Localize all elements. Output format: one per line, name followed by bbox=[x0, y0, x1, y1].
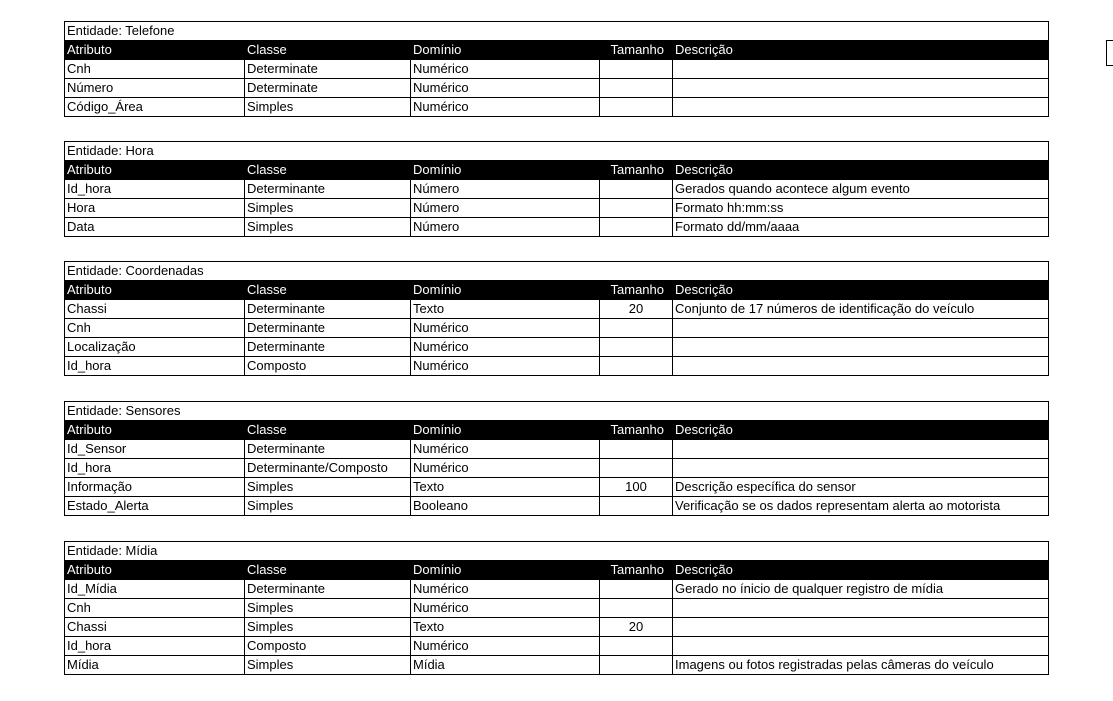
header-classe[interactable]: Classe bbox=[245, 421, 411, 440]
header-descricao[interactable]: Descrição bbox=[673, 41, 1049, 60]
cell-size[interactable] bbox=[600, 637, 673, 656]
cell-attr[interactable]: Hora bbox=[65, 199, 245, 218]
cell-size[interactable] bbox=[600, 580, 673, 599]
cell-domain[interactable]: Número bbox=[411, 199, 600, 218]
table-row bbox=[65, 98, 1049, 117]
cell-attr[interactable]: Localização bbox=[65, 338, 245, 357]
header-tamanho[interactable]: Tamanho bbox=[600, 161, 673, 180]
entity-title[interactable]: Entidade: Mídia bbox=[65, 542, 1049, 561]
entity-table-coordenadas bbox=[64, 261, 1049, 376]
cell-domain[interactable]: Número bbox=[411, 218, 600, 237]
header-classe[interactable]: Classe bbox=[245, 561, 411, 580]
cell-attr[interactable]: Número bbox=[65, 79, 245, 98]
cell-domain[interactable]: Mídia bbox=[411, 656, 600, 675]
cell-attr[interactable]: Estado_Alerta bbox=[65, 497, 245, 516]
cell-desc[interactable]: Verificação se os dados representam alerta ao motorista bbox=[673, 497, 1049, 516]
cell-size[interactable] bbox=[600, 218, 673, 237]
header-dominio[interactable]: Domínio bbox=[411, 161, 600, 180]
header-dominio[interactable]: Domínio bbox=[411, 281, 600, 300]
cell-domain[interactable]: Numérico bbox=[411, 357, 600, 376]
header-dominio[interactable]: Domínio bbox=[411, 41, 600, 60]
cell-size[interactable] bbox=[600, 440, 673, 459]
header-tamanho[interactable]: Tamanho bbox=[600, 41, 673, 60]
header-descricao[interactable]: Descrição bbox=[673, 561, 1049, 580]
cell-domain[interactable]: Numérico bbox=[411, 98, 600, 117]
table-row bbox=[65, 440, 1049, 459]
entity-title[interactable]: Entidade: Hora bbox=[65, 142, 1049, 161]
entity-table-hora bbox=[64, 141, 1049, 237]
cell-attr[interactable]: Id_Mídia bbox=[65, 580, 245, 599]
cell-class[interactable]: Composto bbox=[245, 357, 411, 376]
table-row bbox=[65, 199, 1049, 218]
cell-attr[interactable]: Código_Área bbox=[65, 98, 245, 117]
table-row bbox=[65, 180, 1049, 199]
entity-table-sensores bbox=[64, 401, 1049, 516]
header-classe[interactable]: Classe bbox=[245, 41, 411, 60]
header-atributo[interactable]: Atributo bbox=[65, 421, 245, 440]
cell-class[interactable]: Determinate bbox=[245, 79, 411, 98]
cell-class[interactable]: Composto bbox=[245, 637, 411, 656]
cell-size[interactable] bbox=[600, 199, 673, 218]
cell-desc[interactable] bbox=[673, 618, 1049, 637]
cell-domain[interactable]: Numérico bbox=[411, 79, 600, 98]
cell-desc[interactable] bbox=[673, 319, 1049, 338]
cell-size[interactable] bbox=[600, 656, 673, 675]
table-row bbox=[65, 599, 1049, 618]
cell-class[interactable]: Simples bbox=[245, 218, 411, 237]
cell-desc[interactable]: Conjunto de 17 números de identificação do veículo bbox=[673, 300, 1049, 319]
table-row bbox=[65, 618, 1049, 637]
table-row bbox=[65, 300, 1049, 319]
table-row bbox=[65, 459, 1049, 478]
cell-attr[interactable]: Informação bbox=[65, 478, 245, 497]
cell-domain[interactable]: Numérico bbox=[411, 440, 600, 459]
cell-attr[interactable]: Chassi bbox=[65, 300, 245, 319]
table-row bbox=[65, 319, 1049, 338]
cell-attr[interactable]: Mídia bbox=[65, 656, 245, 675]
cell-class[interactable]: Determinante bbox=[245, 180, 411, 199]
cell-attr[interactable]: Id_hora bbox=[65, 459, 245, 478]
cell-size[interactable] bbox=[600, 60, 673, 79]
cell-class[interactable]: Simples bbox=[245, 599, 411, 618]
cell-desc[interactable]: Gerado no ínicio de qualquer registro de mídia bbox=[673, 580, 1049, 599]
cell-class[interactable]: Determinante bbox=[245, 300, 411, 319]
cell-class[interactable]: Determinate bbox=[245, 60, 411, 79]
cell-size[interactable]: 20 bbox=[600, 300, 673, 319]
cell-desc[interactable] bbox=[673, 357, 1049, 376]
header-tamanho[interactable]: Tamanho bbox=[600, 561, 673, 580]
cell-attr[interactable]: Id_hora bbox=[65, 637, 245, 656]
cell-desc[interactable] bbox=[673, 60, 1049, 79]
cell-size[interactable] bbox=[600, 180, 673, 199]
cell-attr[interactable]: Id_hora bbox=[65, 180, 245, 199]
cell-size[interactable] bbox=[600, 357, 673, 376]
header-dominio[interactable]: Domínio bbox=[411, 421, 600, 440]
cell-size[interactable]: 100 bbox=[600, 478, 673, 497]
cell-class[interactable]: Determinante bbox=[245, 440, 411, 459]
cell-attr[interactable]: Id_hora bbox=[65, 357, 245, 376]
cell-class[interactable]: Simples bbox=[245, 478, 411, 497]
cell-domain[interactable]: Numérico bbox=[411, 319, 600, 338]
cell-desc[interactable]: Imagens ou fotos registradas pelas câmeras do veículo bbox=[673, 656, 1049, 675]
cell-desc[interactable]: Descrição específica do sensor bbox=[673, 478, 1049, 497]
cell-class[interactable]: Simples bbox=[245, 98, 411, 117]
entity-table-midia bbox=[64, 541, 1049, 675]
cell-size[interactable] bbox=[600, 319, 673, 338]
cell-class[interactable]: Determinante bbox=[245, 580, 411, 599]
header-descricao[interactable]: Descrição bbox=[673, 161, 1049, 180]
header-tamanho[interactable]: Tamanho bbox=[600, 281, 673, 300]
header-atributo[interactable]: Atributo bbox=[65, 41, 245, 60]
cell-desc[interactable] bbox=[673, 338, 1049, 357]
cell-domain[interactable]: Booleano bbox=[411, 497, 600, 516]
cell-domain[interactable]: Numérico bbox=[411, 459, 600, 478]
table-row bbox=[65, 60, 1049, 79]
table-row bbox=[65, 497, 1049, 516]
cell-class[interactable]: Determinante bbox=[245, 319, 411, 338]
cell-class[interactable]: Determinante bbox=[245, 338, 411, 357]
cell-size[interactable] bbox=[600, 98, 673, 117]
header-dominio[interactable]: Domínio bbox=[411, 561, 600, 580]
entity-title[interactable]: Entidade: Coordenadas bbox=[65, 262, 1049, 281]
table-row bbox=[65, 580, 1049, 599]
table-row bbox=[65, 79, 1049, 98]
cell-attr[interactable]: Cnh bbox=[65, 599, 245, 618]
header-tamanho[interactable]: Tamanho bbox=[600, 421, 673, 440]
header-atributo[interactable]: Atributo bbox=[65, 561, 245, 580]
entity-title[interactable]: Entidade: Sensores bbox=[65, 402, 1049, 421]
cell-desc[interactable] bbox=[673, 459, 1049, 478]
table-row bbox=[65, 637, 1049, 656]
cell-size[interactable] bbox=[600, 497, 673, 516]
cell-attr[interactable]: Id_Sensor bbox=[65, 440, 245, 459]
header-atributo[interactable]: Atributo bbox=[65, 161, 245, 180]
cell-domain[interactable]: Texto bbox=[411, 478, 600, 497]
entity-title[interactable]: Entidade: Telefone bbox=[65, 22, 1049, 41]
cell-desc[interactable] bbox=[673, 79, 1049, 98]
cell-desc[interactable] bbox=[673, 637, 1049, 656]
cell-size[interactable] bbox=[600, 338, 673, 357]
cell-domain[interactable]: Texto bbox=[411, 618, 600, 637]
cell-class[interactable]: Simples bbox=[245, 656, 411, 675]
cell-domain[interactable]: Numérico bbox=[411, 599, 600, 618]
cell-class[interactable]: Simples bbox=[245, 199, 411, 218]
cell-domain[interactable]: Número bbox=[411, 180, 600, 199]
header-atributo[interactable]: Atributo bbox=[65, 281, 245, 300]
cell-domain[interactable]: Texto bbox=[411, 300, 600, 319]
table-row bbox=[65, 656, 1049, 675]
header-classe[interactable]: Classe bbox=[245, 281, 411, 300]
cell-desc[interactable] bbox=[673, 440, 1049, 459]
cell-attr[interactable]: Cnh bbox=[65, 319, 245, 338]
cell-size[interactable] bbox=[600, 459, 673, 478]
cell-size[interactable] bbox=[600, 79, 673, 98]
header-classe[interactable]: Classe bbox=[245, 161, 411, 180]
cell-desc[interactable]: Gerados quando acontece algum evento bbox=[673, 180, 1049, 199]
header-descricao[interactable]: Descrição bbox=[673, 421, 1049, 440]
header-descricao[interactable]: Descrição bbox=[673, 281, 1049, 300]
table-row bbox=[65, 338, 1049, 357]
cell-class[interactable]: Simples bbox=[245, 497, 411, 516]
cell-domain[interactable]: Numérico bbox=[411, 338, 600, 357]
cell-size[interactable]: 20 bbox=[600, 618, 673, 637]
table-row bbox=[65, 357, 1049, 376]
cell-domain[interactable]: Numérico bbox=[411, 637, 600, 656]
table-row bbox=[65, 478, 1049, 497]
cell-desc[interactable] bbox=[673, 599, 1049, 618]
entity-table-telefone bbox=[64, 21, 1049, 117]
cell-attr[interactable]: Chassi bbox=[65, 618, 245, 637]
cell-class[interactable]: Determinante/Composto bbox=[245, 459, 411, 478]
cell-desc[interactable] bbox=[673, 98, 1049, 117]
scrollbar-edge[interactable] bbox=[1106, 40, 1113, 66]
cell-domain[interactable]: Numérico bbox=[411, 580, 600, 599]
cell-desc[interactable]: Formato hh:mm:ss bbox=[673, 199, 1049, 218]
cell-attr[interactable]: Data bbox=[65, 218, 245, 237]
cell-class[interactable]: Simples bbox=[245, 618, 411, 637]
cell-size[interactable] bbox=[600, 599, 673, 618]
cell-domain[interactable]: Numérico bbox=[411, 60, 600, 79]
cell-desc[interactable]: Formato dd/mm/aaaa bbox=[673, 218, 1049, 237]
table-row bbox=[65, 218, 1049, 237]
cell-attr[interactable]: Cnh bbox=[65, 60, 245, 79]
